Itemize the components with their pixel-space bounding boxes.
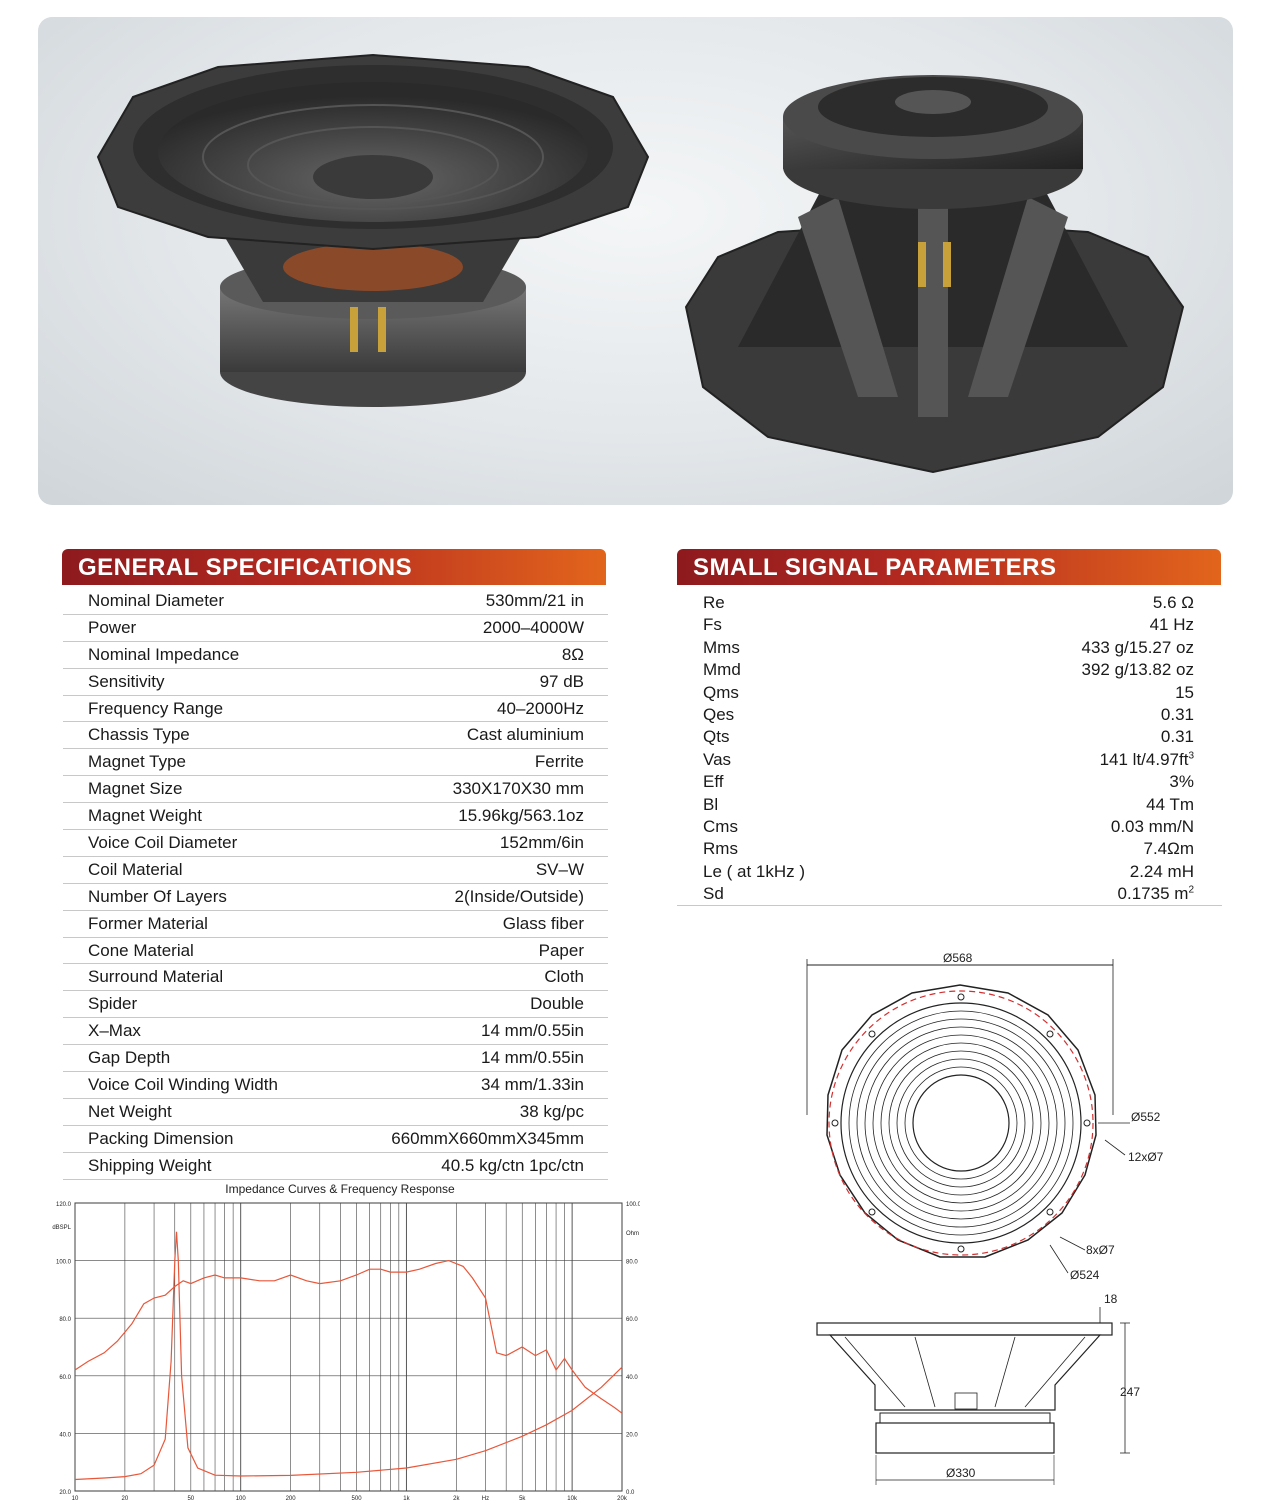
- param-value: [481, 1072, 584, 1097]
- x-tick-label: 5k: [519, 1496, 526, 1500]
- frequency-response-chart: [40, 1175, 640, 1500]
- y-tick-left: 60.0: [59, 1374, 71, 1381]
- param-value: [391, 1126, 584, 1151]
- small-signal-parameters-table: [677, 592, 1222, 906]
- param-value-text: 0.03 mm/N: [1110, 816, 1194, 836]
- param-value-text: 40.5 kg/ctn 1pc/ctn: [441, 1155, 584, 1175]
- param-value: [1150, 614, 1194, 636]
- small_signal-row: [677, 704, 1222, 726]
- param-label: Vas: [703, 749, 732, 769]
- y-tick-right: 60.0: [626, 1317, 638, 1324]
- dim-552-label: Ø552: [1131, 1110, 1161, 1124]
- y-tick-right: 100.0: [626, 1202, 640, 1208]
- general-row: [63, 722, 608, 749]
- param-value: [540, 669, 584, 694]
- param-value: [1143, 838, 1194, 860]
- param-label: Qms: [703, 682, 739, 702]
- speaker-product-illustration: [38, 17, 1233, 505]
- small_signal-row: [677, 771, 1222, 793]
- param-value-text: Paper: [538, 940, 584, 960]
- param-value: [536, 857, 584, 882]
- param-value: [441, 1153, 584, 1178]
- param-label: Chassis Type: [88, 725, 190, 745]
- param-label: Number Of Layers: [88, 886, 227, 906]
- dim-8-holes-label: 8xØ7: [1086, 1243, 1115, 1257]
- param-label: Eff: [703, 772, 724, 792]
- general-row: [63, 1018, 608, 1045]
- param-value: [520, 1099, 584, 1124]
- param-value: [500, 830, 584, 855]
- param-value: [535, 749, 584, 774]
- param-value-text: 38 kg/pc: [519, 1101, 584, 1121]
- param-value-superscript: 3: [1188, 750, 1194, 762]
- product-photo-banner: [38, 17, 1233, 505]
- param-label: Coil Material: [88, 859, 183, 879]
- general-row: [63, 669, 608, 696]
- param-label: X–Max: [88, 1021, 141, 1041]
- param-value: [1175, 682, 1194, 704]
- param-value-text: 15: [1175, 682, 1194, 702]
- param-label: Voice Coil Winding Width: [88, 1075, 278, 1095]
- param-label: Rms: [703, 839, 738, 859]
- small_signal-row: [677, 726, 1222, 748]
- param-label: Qes: [703, 704, 735, 724]
- param-value-text: 7.4Ωm: [1143, 839, 1194, 859]
- param-value: [453, 776, 584, 801]
- param-label: Shipping Weight: [88, 1155, 212, 1175]
- param-label: Packing Dimension: [88, 1128, 234, 1148]
- general-specifications-table: [63, 588, 608, 1180]
- param-value: [562, 642, 584, 667]
- param-value-text: 660mmX660mmX345mm: [391, 1128, 584, 1148]
- y-tick-right: 40.0: [626, 1374, 638, 1381]
- small_signal-row: [677, 816, 1222, 838]
- small_signal-row: [677, 659, 1222, 681]
- param-value: [1111, 816, 1194, 838]
- general-row: [63, 615, 608, 642]
- x-tick-label: 20: [121, 1496, 129, 1500]
- dim-524-label: Ø524: [1070, 1268, 1100, 1282]
- y-axis-label-right: Ohm: [626, 1230, 640, 1237]
- param-label: Magnet Type: [88, 752, 186, 772]
- param-label: Surround Material: [88, 967, 224, 987]
- side-view: [817, 1292, 1140, 1485]
- param-value: [530, 991, 584, 1016]
- param-label: Mmd: [703, 660, 741, 680]
- param-label: Bl: [703, 794, 719, 814]
- small_signal-row: [677, 682, 1222, 704]
- param-value-text: 0.1735 m: [1117, 884, 1189, 904]
- param-value-text: 34 mm/1.33in: [481, 1075, 584, 1095]
- param-value-text: Double: [530, 994, 584, 1014]
- param-value-text: Cloth: [544, 967, 584, 987]
- frequency-response-line: [75, 1261, 622, 1414]
- x-tick-label: 20k: [617, 1496, 627, 1500]
- y-tick-right: 20.0: [626, 1432, 638, 1439]
- small-signal-parameters-title: SMALL SIGNAL PARAMETERS: [693, 554, 1057, 581]
- y-tick-left: 100.0: [55, 1259, 71, 1266]
- param-value-text: 392 g/13.82 oz: [1081, 660, 1194, 680]
- param-label: Cms: [703, 816, 738, 836]
- param-value: [481, 1018, 584, 1043]
- chart-svg: [40, 1175, 640, 1500]
- param-value: [1169, 771, 1194, 793]
- speaker-front-view: [98, 55, 648, 407]
- param-label: Sd: [703, 884, 724, 904]
- small-signal-parameters-header: [677, 549, 1221, 585]
- general-row: [63, 776, 608, 803]
- small_signal-row: [677, 883, 1222, 906]
- dim-flange-label: 18: [1104, 1292, 1118, 1306]
- y-tick-left: 120.0: [55, 1202, 71, 1208]
- x-tick-label: 10k: [567, 1496, 577, 1500]
- general-row: [63, 964, 608, 991]
- param-value: [481, 1045, 584, 1070]
- param-label: Nominal Impedance: [88, 644, 240, 664]
- param-value: [1153, 592, 1194, 614]
- param-value-text: 152mm/6in: [499, 833, 584, 853]
- y-tick-left: 80.0: [59, 1317, 71, 1324]
- speaker-rear-view: [686, 75, 1183, 472]
- general-row: [63, 749, 608, 776]
- dim-12-holes-label: 12xØ7: [1128, 1150, 1164, 1164]
- dim-magnet-label: Ø330: [946, 1466, 976, 1480]
- x-tick-label: 200: [285, 1496, 296, 1500]
- small_signal-row: [677, 592, 1222, 614]
- general-row: [63, 830, 608, 857]
- param-value-text: 2.24 mH: [1129, 861, 1194, 881]
- param-value: [486, 588, 584, 613]
- param-value: [1130, 861, 1194, 883]
- param-label: Mms: [703, 637, 740, 657]
- plot-frame: [75, 1203, 622, 1491]
- general-row: [63, 588, 608, 615]
- impedance-curve-line: [75, 1232, 622, 1480]
- param-value-text: 3%: [1169, 772, 1194, 792]
- small_signal-row: [677, 614, 1222, 636]
- general-row: [63, 1045, 608, 1072]
- general-specifications-header: [62, 549, 606, 585]
- param-value-text: 14 mm/0.55in: [481, 1021, 584, 1041]
- general-row: [63, 938, 608, 965]
- small_signal-row: [677, 637, 1222, 659]
- param-value-text: 2000–4000W: [482, 617, 584, 637]
- param-label: Le ( at 1kHz ): [703, 861, 806, 881]
- param-value: [458, 803, 584, 828]
- x-tick-label: 2k: [453, 1496, 460, 1500]
- param-value-text: 44 Tm: [1146, 794, 1194, 814]
- small_signal-row: [677, 749, 1222, 771]
- x-tick-label: 10: [71, 1496, 79, 1500]
- general-row: [63, 911, 608, 938]
- y-tick-left: 40.0: [59, 1432, 71, 1439]
- param-label: Sensitivity: [88, 671, 165, 691]
- general-row: [63, 696, 608, 723]
- param-value-text: 41 Hz: [1149, 615, 1194, 635]
- param-value: [544, 964, 584, 989]
- x-tick-label: Hz: [481, 1496, 490, 1500]
- param-value: [1100, 749, 1194, 771]
- param-value: [1161, 704, 1194, 726]
- general-row: [63, 1072, 608, 1099]
- param-value: [1118, 883, 1194, 905]
- param-label: Fs: [703, 615, 722, 635]
- param-value-text: SV–W: [535, 859, 584, 879]
- param-label: Magnet Size: [88, 779, 183, 799]
- dimension-drawing-svg: [780, 945, 1180, 1500]
- x-tick-label: 500: [351, 1496, 362, 1500]
- param-value-superscript: 2: [1188, 884, 1194, 896]
- param-label: Magnet Weight: [88, 806, 203, 826]
- param-label: Spider: [88, 994, 138, 1014]
- param-value: [467, 722, 584, 747]
- y-tick-left: 20.0: [59, 1490, 71, 1496]
- y-tick-right: 0.0: [626, 1490, 635, 1496]
- param-value-text: 0.31: [1160, 704, 1194, 724]
- x-tick-label: 1k: [403, 1496, 410, 1500]
- param-value-text: Glass fiber: [502, 913, 584, 933]
- y-axis-label-left: dBSPL: [52, 1225, 71, 1232]
- param-value: [1082, 659, 1194, 681]
- x-tick-label: 100: [235, 1496, 246, 1500]
- param-value: [497, 696, 584, 721]
- param-label: Nominal Diameter: [88, 591, 225, 610]
- param-value: [483, 615, 584, 640]
- small_signal-row: [677, 861, 1222, 883]
- param-label: Power: [88, 617, 137, 637]
- param-label: Cone Material: [88, 940, 194, 960]
- param-value-text: 5.6 Ω: [1152, 593, 1194, 612]
- general-row: [63, 803, 608, 830]
- general-row: [63, 1126, 608, 1153]
- param-value-text: 15.96kg/563.1oz: [458, 806, 584, 826]
- small_signal-row: [677, 794, 1222, 816]
- param-label: Voice Coil Diameter: [88, 833, 238, 853]
- param-label: Gap Depth: [88, 1048, 171, 1068]
- param-value-text: 0.31: [1160, 727, 1194, 747]
- small_signal-row: [677, 838, 1222, 860]
- param-value-text: 8Ω: [561, 644, 584, 664]
- param-value: [455, 884, 584, 909]
- param-value-text: 530mm/21 in: [485, 591, 584, 610]
- dimension-drawing: [780, 945, 1180, 1500]
- param-value-text: 40–2000Hz: [497, 698, 584, 718]
- param-value-text: Cast aluminium: [466, 725, 584, 745]
- param-value: [1146, 794, 1194, 816]
- param-value-text: 14 mm/0.55in: [481, 1048, 584, 1068]
- param-value-text: 141 lt/4.97ft: [1099, 749, 1189, 769]
- chart-title: Impedance Curves & Frequency Response: [225, 1182, 455, 1196]
- general-row: [63, 857, 608, 884]
- param-label: Re: [703, 593, 725, 612]
- param-value-text: 330X170X30 mm: [452, 779, 584, 799]
- front-view: [827, 985, 1096, 1257]
- param-label: Frequency Range: [88, 698, 224, 718]
- param-value-text: Ferrite: [534, 752, 584, 772]
- param-label: Qts: [703, 727, 730, 747]
- param-value-text: 97 dB: [539, 671, 584, 691]
- param-value-text: 433 g/15.27 oz: [1081, 637, 1194, 657]
- x-tick-label: 50: [187, 1496, 195, 1500]
- param-value: [539, 938, 584, 963]
- general-row: [63, 884, 608, 911]
- param-value: [1161, 726, 1194, 748]
- y-tick-right: 80.0: [626, 1259, 638, 1266]
- dim-outer-label: Ø568: [943, 951, 973, 965]
- param-value: [503, 911, 584, 936]
- param-value-text: 2(Inside/Outside): [454, 886, 584, 906]
- general-row: [63, 1099, 608, 1126]
- general-row: [63, 991, 608, 1018]
- dim-depth-label: 247: [1120, 1385, 1141, 1399]
- general-specifications-title: GENERAL SPECIFICATIONS: [78, 554, 413, 581]
- param-label: Former Material: [88, 913, 208, 933]
- param-value: [1082, 637, 1194, 659]
- general-row: [63, 642, 608, 669]
- param-label: Net Weight: [88, 1101, 172, 1121]
